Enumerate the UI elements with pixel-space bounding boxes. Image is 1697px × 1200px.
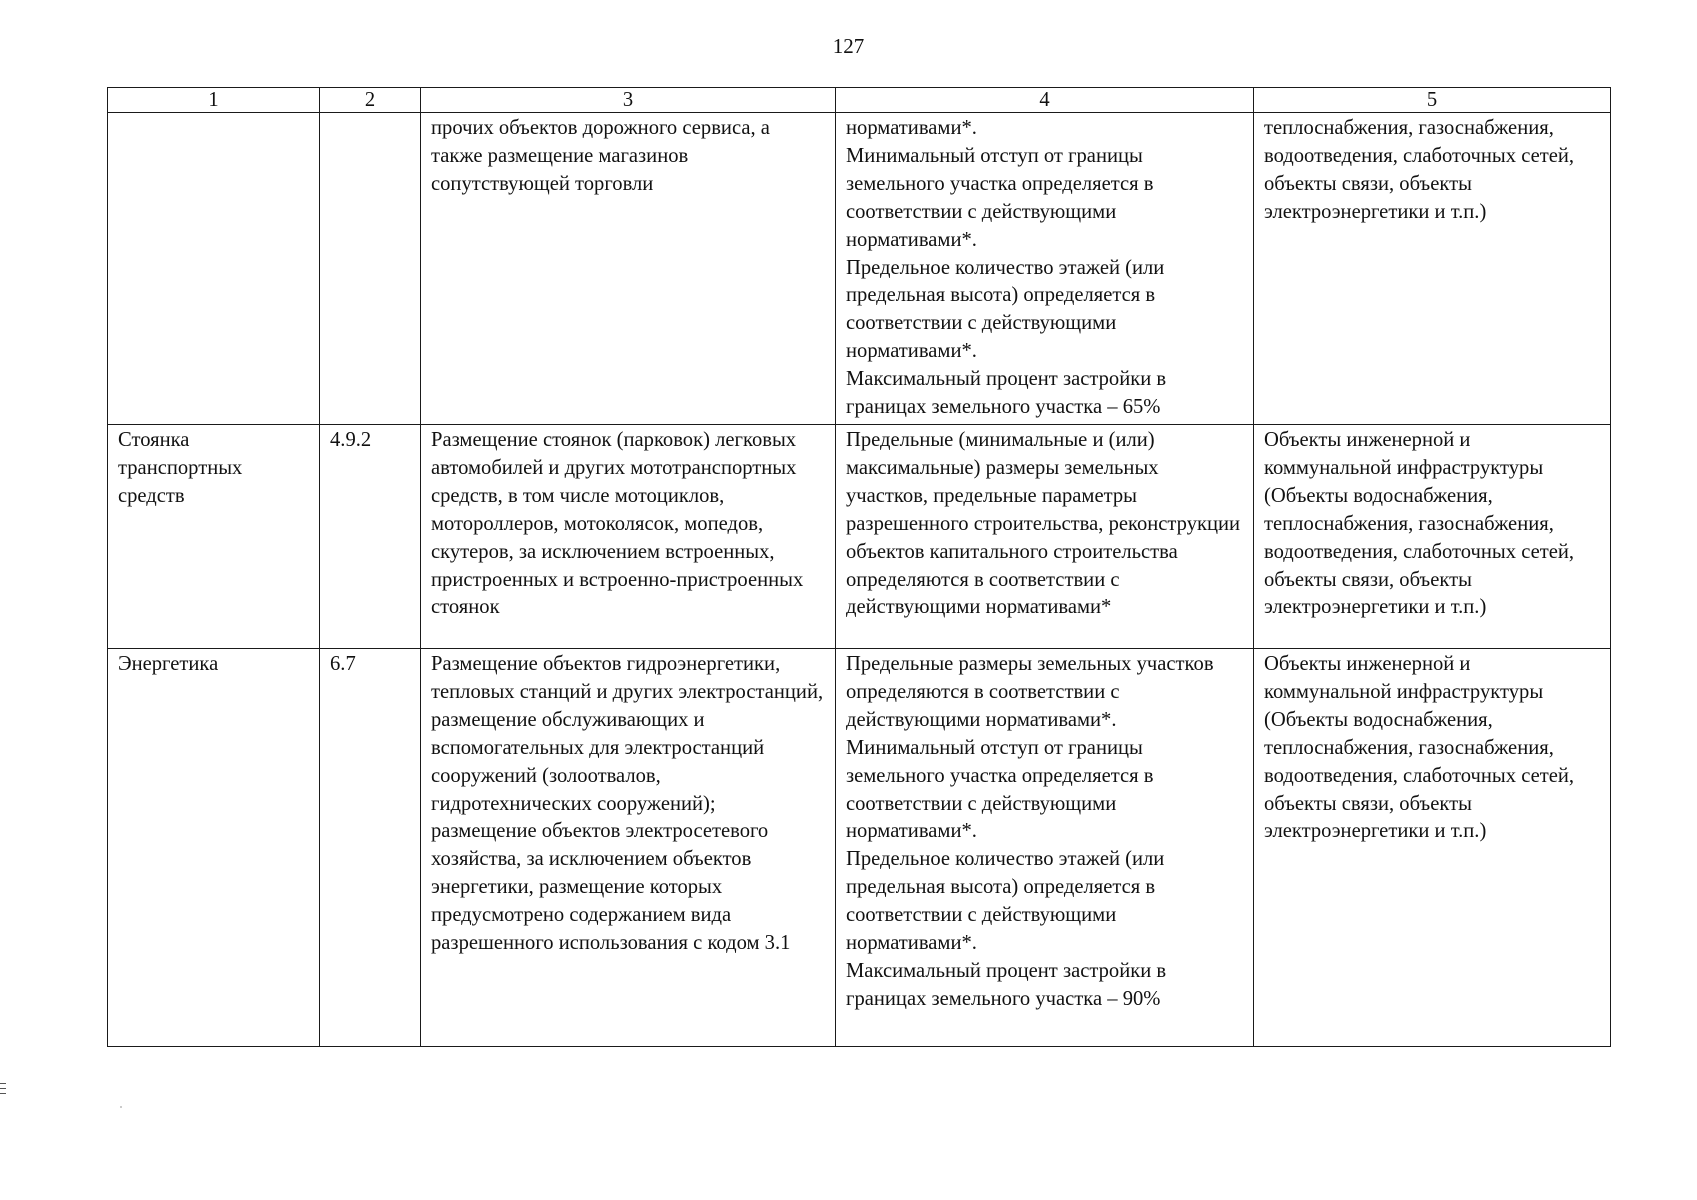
auxiliary-uses-cell: Объекты инженерной и коммунальной инфраструктуры (Объекты водоснабжения, теплоснабжения, газоснабжения, водоотведения, слаботочных сетей, объекты связи, объекты электроэнергетики и т.п.) bbox=[1254, 648, 1611, 1046]
use-name-cell: Энергетика bbox=[108, 648, 320, 1046]
auxiliary-uses-cell: теплоснабжения, газоснабжения, водоотведения, слаботочных сетей, объекты связи, объекты электроэнергетики и т.п.) bbox=[1254, 113, 1611, 425]
page-number: 127 bbox=[832, 34, 865, 58]
scan-edge-mark bbox=[0, 1088, 6, 1089]
use-description-cell: Размещение стоянок (парковок) легковых автомобилей и других мототранспортных средств, в том числе мотоциклов, мотороллеров, мотоколясок, мопедов, скутеров, за исключением встроенных, пристроенных и встроенно-пристроенных стоянок bbox=[421, 424, 836, 648]
parameters-cell: Предельные размеры земельных участков определяются в соответствии с действующими нормативами*. Минимальный отступ от границы земельного участка определяется в соответствии с действующими нормативами*. Предельное количество этажей (или предельная высота) определяется в соответствии с действующими нормативами*. Максимальный процент застройки в границах земельного участка – 90% bbox=[836, 648, 1254, 1046]
table-row bbox=[108, 113, 1611, 425]
table-row bbox=[108, 424, 1611, 648]
zoning-table bbox=[107, 87, 1611, 1047]
auxiliary-uses-cell: Объекты инженерной и коммунальной инфраструктуры (Объекты водоснабжения, теплоснабжения, газоснабжения, водоотведения, слаботочных сетей, объекты связи, объекты электроэнергетики и т.п.) bbox=[1254, 424, 1611, 648]
column-header-2: 2 bbox=[320, 88, 421, 113]
table-header-row bbox=[108, 88, 1611, 113]
use-name-cell bbox=[108, 113, 320, 425]
use-description-cell: прочих объектов дорожного сервиса, а также размещение магазинов сопутствующей торговли bbox=[421, 113, 836, 425]
scan-edge-mark bbox=[0, 1083, 6, 1084]
table-row bbox=[108, 648, 1611, 1046]
column-header-4: 4 bbox=[836, 88, 1254, 113]
column-header-1: 1 bbox=[108, 88, 320, 113]
parameters-cell: Предельные (минимальные и (или) максимальные) размеры земельных участков, предельные параметры разрешенного строительства, реконструкции объектов капитального строительства определяются в соответствии с действующими нормативами* bbox=[836, 424, 1254, 648]
use-description-cell: Размещение объектов гидроэнергетики, тепловых станций и других электростанций, размещение обслуживающих и вспомогательных для электростанций сооружений (золоотвалов, гидротехнических сооружений); размещение объектов электросетевого хозяйства, за исключением объектов энергетики, размещение которых предусмотрено содержанием вида разрешенного использования с кодом 3.1 bbox=[421, 648, 836, 1046]
use-code-cell bbox=[320, 113, 421, 425]
column-header-3: 3 bbox=[421, 88, 836, 113]
column-header-5: 5 bbox=[1254, 88, 1611, 113]
use-name-cell: Стоянка транспортных средств bbox=[108, 424, 320, 648]
use-code-cell: 4.9.2 bbox=[320, 424, 421, 648]
use-code-cell: 6.7 bbox=[320, 648, 421, 1046]
scan-speck bbox=[120, 1106, 122, 1108]
parameters-cell: нормативами*. Минимальный отступ от границы земельного участка определяется в соответствии с действующими нормативами*. Предельное количество этажей (или предельная высота) определяется в соответствии с действующими нормативами*. Максимальный процент застройки в границах земельного участка – 65% bbox=[836, 113, 1254, 425]
scan-edge-mark bbox=[0, 1093, 6, 1094]
